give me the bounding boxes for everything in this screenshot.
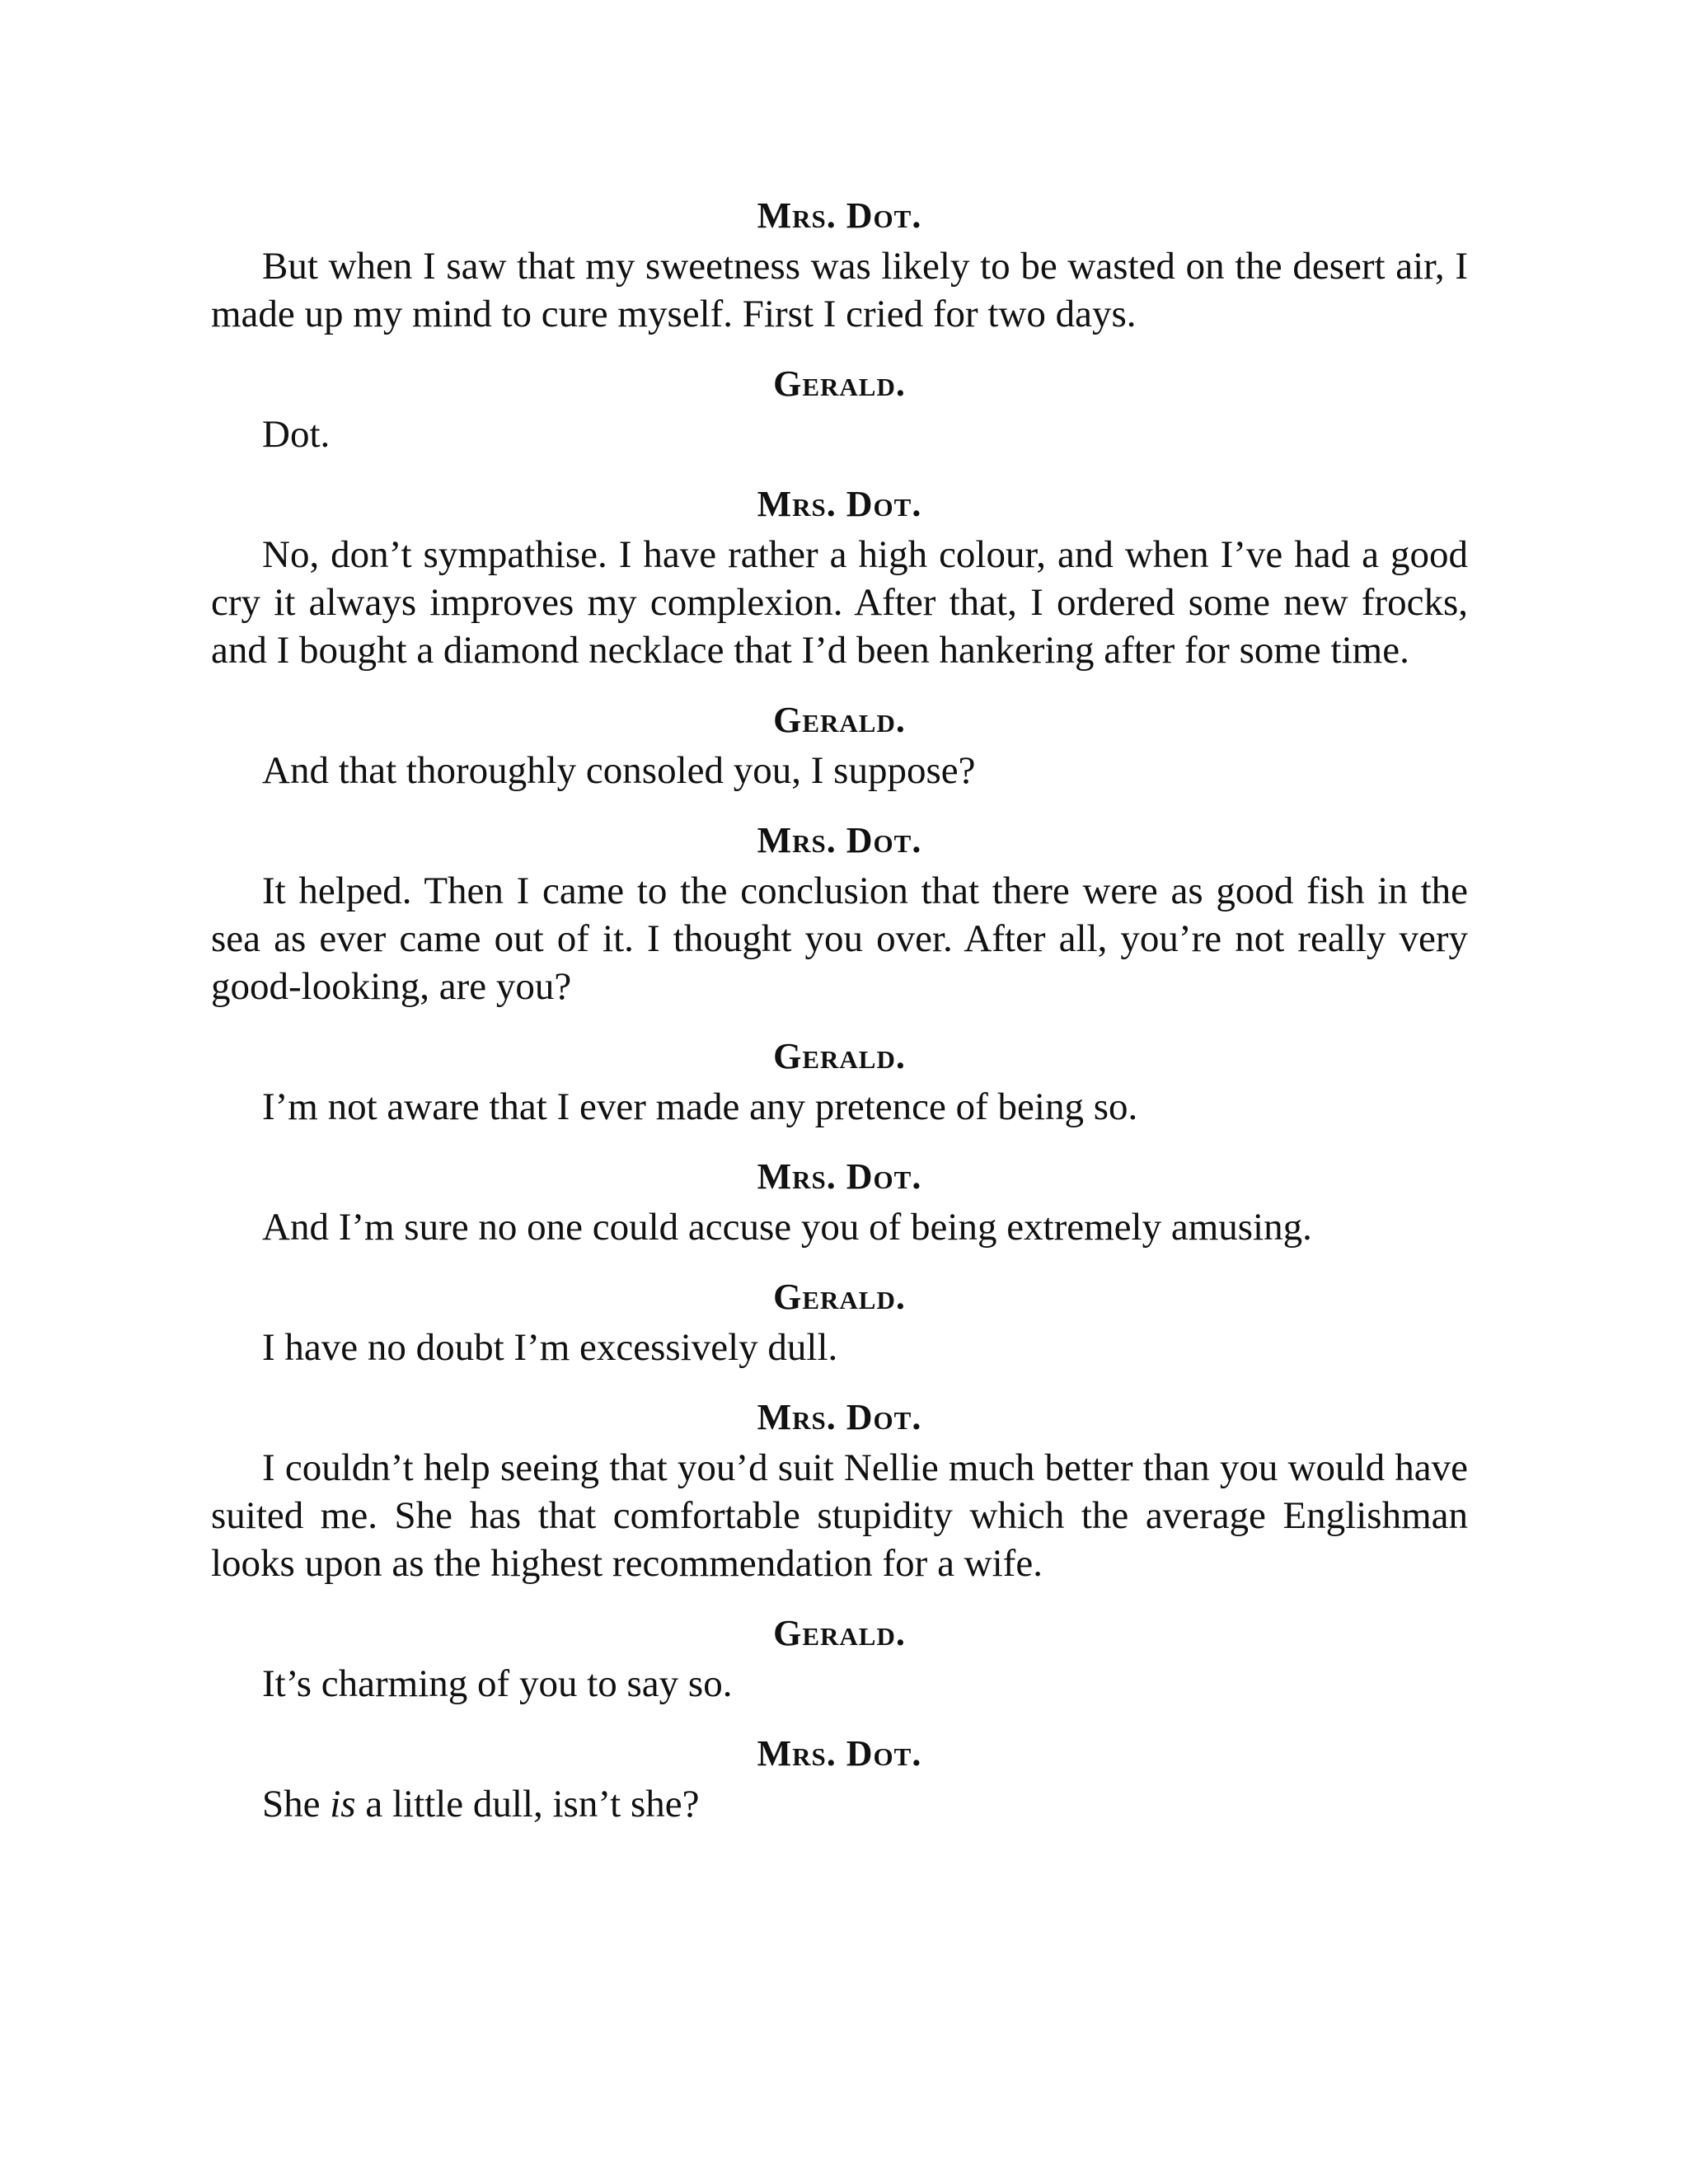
- dialogue-line: I have no doubt I’m excessively dull.: [262, 1326, 838, 1369]
- speaker-name: Mrs. Dot.: [757, 1397, 922, 1437]
- speech-block: [211, 1732, 1468, 1828]
- dialogue-emphasis: is: [330, 1783, 356, 1825]
- dialogue-line: It’s charming of you to say so.: [262, 1662, 733, 1705]
- dialogue-line: No, don’t sympathise. I have rather a high colour, and when I’ve had a good cry it always improves my complexion. After that, I ordered some new frocks, and I bought a diamond necklace that I’d been hankering after for some time.: [211, 533, 1468, 672]
- speech-block: [211, 699, 1468, 794]
- script-page: [211, 194, 1468, 1853]
- speaker-name: Gerald.: [773, 1036, 906, 1076]
- speech-block: [211, 1035, 1468, 1131]
- speech-block: [211, 819, 1468, 1010]
- dialogue-line: It helped. Then I came to the conclusion that there were as good fish in the sea as ever came out of it. I thought you over. After all, you’re not really very good-looking, are you?: [211, 869, 1468, 1008]
- speaker-name: Gerald.: [773, 700, 906, 740]
- speaker-name: Mrs. Dot.: [757, 820, 922, 860]
- speech-block: [211, 1396, 1468, 1587]
- dialogue-text-before: She: [262, 1783, 331, 1825]
- speech-block: [211, 483, 1468, 674]
- speaker-name: Mrs. Dot.: [757, 1156, 922, 1197]
- speech-block: [211, 1612, 1468, 1708]
- speaker-name: Gerald.: [773, 1613, 906, 1653]
- speaker-name: Gerald.: [773, 363, 906, 404]
- speech-block: [211, 363, 1468, 458]
- speech-block: [211, 1155, 1468, 1251]
- speaker-name: Mrs. Dot.: [757, 1733, 922, 1774]
- speaker-name: Mrs. Dot.: [757, 195, 922, 236]
- dialogue-text-after: a little dull, isn’t she?: [355, 1783, 700, 1825]
- speaker-name: Gerald.: [773, 1277, 906, 1317]
- speech-block: [211, 194, 1468, 338]
- speaker-name: Mrs. Dot.: [757, 484, 922, 524]
- speech-block: [211, 1276, 1468, 1371]
- dialogue-line: I couldn’t help seeing that you’d suit Nellie much better than you would have suited me. She has that comfortable stupidity which the average Englishman looks upon as the highest recommendation for a wife.: [211, 1446, 1468, 1585]
- dialogue-line: And I’m sure no one could accuse you of being extremely amusing.: [262, 1206, 1312, 1249]
- dialogue-line: I’m not aware that I ever made any pretence of being so.: [262, 1085, 1138, 1128]
- dialogue-line: [211, 1780, 1468, 1828]
- dialogue-line: And that thoroughly consoled you, I suppose?: [262, 749, 976, 792]
- dialogue-line: But when I saw that my sweetness was likely to be wasted on the desert air, I made up my mind to cure myself. First I cried for two days.: [211, 245, 1468, 335]
- dialogue-line: Dot.: [262, 413, 331, 456]
